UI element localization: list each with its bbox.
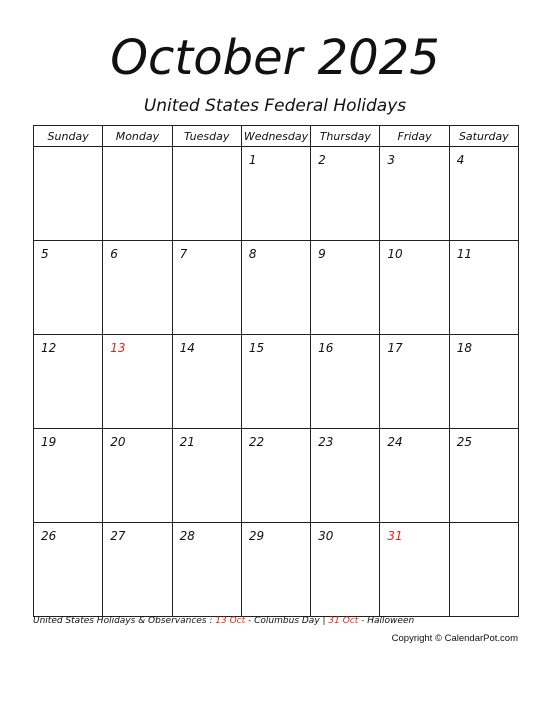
day-number: 15 — [248, 341, 265, 355]
day-cell — [449, 241, 518, 335]
day-cell — [311, 241, 380, 335]
weekday-tuesday: Tuesday — [172, 126, 241, 147]
day-cell — [380, 147, 449, 241]
day-number: 25 — [456, 435, 472, 449]
day-number — [173, 147, 241, 153]
weekday-wednesday: Wednesday — [241, 126, 310, 147]
day-number: 26 — [41, 529, 57, 543]
day-number: 23 — [318, 435, 334, 449]
day-number: 29 — [248, 529, 265, 543]
footnote-holiday-name: - Columbus Day — [248, 616, 320, 626]
day-number: 11 — [456, 247, 472, 261]
weekday-friday: Friday — [380, 126, 449, 147]
day-cell — [449, 523, 518, 617]
day-number: 27 — [110, 529, 126, 543]
day-cell — [380, 523, 449, 617]
day-number: 17 — [387, 341, 403, 355]
day-cell — [172, 147, 241, 241]
day-cell — [172, 241, 241, 335]
day-number: 16 — [318, 341, 334, 355]
day-cell — [449, 147, 518, 241]
day-number: 18 — [456, 341, 472, 355]
day-cell — [34, 241, 103, 335]
day-cell — [172, 429, 241, 523]
day-number — [450, 523, 518, 529]
day-cell — [103, 241, 172, 335]
day-number: 19 — [41, 435, 57, 449]
day-number: 14 — [179, 341, 195, 355]
day-number — [103, 147, 171, 153]
day-cell — [34, 147, 103, 241]
day-number: 8 — [248, 247, 257, 261]
day-cell — [172, 335, 241, 429]
day-cell — [103, 335, 172, 429]
day-cell — [380, 335, 449, 429]
day-number: 30 — [318, 529, 334, 543]
day-number — [34, 147, 102, 153]
day-cell — [103, 523, 172, 617]
day-number: 5 — [41, 247, 49, 261]
day-cell — [311, 335, 380, 429]
week-row — [34, 147, 519, 241]
day-number: 4 — [456, 153, 465, 167]
day-cell — [241, 523, 310, 617]
weekday-header-row — [34, 126, 519, 147]
day-number: 10 — [387, 247, 403, 261]
weekday-thursday: Thursday — [311, 126, 380, 147]
day-cell — [311, 523, 380, 617]
day-number: 28 — [179, 529, 195, 543]
weekday-saturday: Saturday — [449, 126, 518, 147]
day-number: 3 — [387, 153, 396, 167]
day-number: 6 — [110, 247, 118, 261]
day-cell — [449, 429, 518, 523]
day-number: 21 — [179, 435, 195, 449]
week-row — [34, 429, 519, 523]
day-cell — [449, 335, 518, 429]
day-cell — [34, 429, 103, 523]
week-row — [34, 241, 519, 335]
footnote-holiday-date: 31 Oct — [328, 616, 359, 626]
day-cell — [172, 523, 241, 617]
day-number: 7 — [179, 247, 188, 261]
copyright-notice: Copyright © CalendarPot.com — [391, 633, 518, 644]
day-number: 24 — [387, 435, 403, 449]
day-number: 22 — [248, 435, 265, 449]
day-cell — [311, 147, 380, 241]
weekday-sunday: Sunday — [34, 126, 103, 147]
day-cell — [241, 429, 310, 523]
footnote-holiday-name: - Halloween — [361, 616, 415, 626]
week-row — [34, 523, 519, 617]
footnote-holiday-date: 13 Oct — [215, 616, 246, 626]
day-number: 2 — [318, 153, 326, 167]
calendar-subtitle: United States Federal Holidays — [143, 96, 407, 116]
day-number: 9 — [318, 247, 326, 261]
footnote-separator: | — [319, 616, 329, 626]
holidays-footnote — [33, 616, 414, 626]
day-cell — [311, 429, 380, 523]
calendar-grid — [33, 125, 519, 617]
day-cell — [103, 147, 172, 241]
day-number: 12 — [41, 341, 57, 355]
day-number: 20 — [110, 435, 126, 449]
day-cell — [241, 335, 310, 429]
weekday-monday: Monday — [103, 126, 172, 147]
day-cell — [34, 335, 103, 429]
day-cell — [241, 241, 310, 335]
week-row — [34, 335, 519, 429]
day-number: 1 — [248, 153, 257, 167]
footnote-label: United States Holidays & Observances : — [33, 616, 213, 626]
day-cell — [241, 147, 310, 241]
day-cell — [34, 523, 103, 617]
day-cell — [380, 241, 449, 335]
day-cell — [380, 429, 449, 523]
holiday-day-number: 13 — [110, 341, 126, 355]
calendar-title: October 2025 — [110, 30, 440, 86]
day-cell — [103, 429, 172, 523]
holiday-day-number: 31 — [387, 529, 403, 543]
